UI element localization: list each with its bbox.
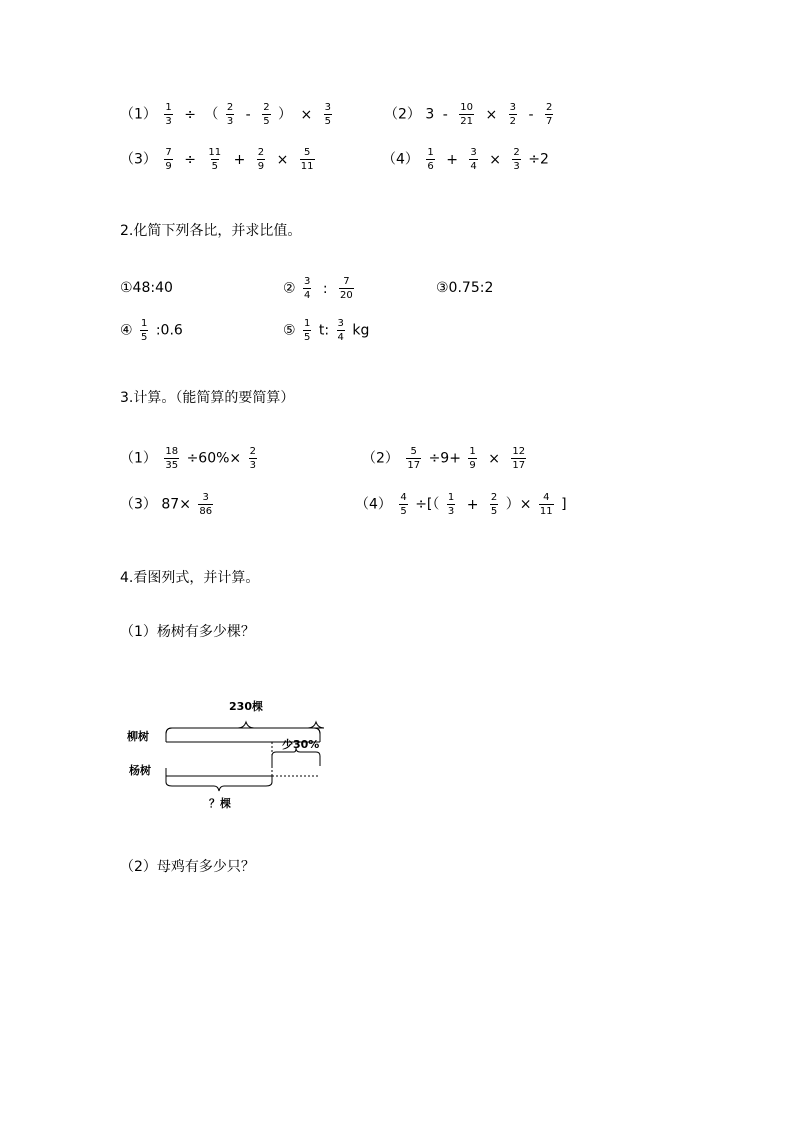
fraction: $\frac{1}{3}$	[165, 102, 172, 127]
expression-2: （2） 3 - $\frac{10}{21}$ × $\frac{3}{2}$ - $\frac{2}{7}$	[384, 102, 553, 127]
sub-question-2: （2）母鸡有多少只？	[120, 859, 255, 875]
fraction: $\frac{1}{5}$	[304, 318, 311, 343]
fraction: $\frac{2}{5}$	[263, 102, 270, 127]
fraction: $\frac{12}{17}$	[512, 446, 526, 471]
fraction: $\frac{2}{3}$	[513, 147, 520, 172]
question-3-heading: 3.计算。（能简算的要简算）	[120, 390, 295, 406]
fraction: $\frac{3}{2}$	[509, 102, 517, 127]
ratio-5: ⑤ $\frac{1}{5}$ t: $\frac{3}{4}$ kg	[283, 318, 370, 343]
calc-4: （4） $\frac{4}{5}$ ÷[（ $\frac{1}{3}$ + $\frac{2}{5}$ ）× $\frac{4}{11}$ ]	[355, 492, 567, 517]
total-label: 230棵	[229, 700, 263, 713]
unknown-brace	[166, 776, 272, 791]
ratio-4: ④ $\frac{1}{5}$ :0.6	[120, 318, 183, 343]
fraction: $\frac{2}{3}$	[249, 446, 256, 471]
fraction: $\frac{3}{4}$	[470, 147, 477, 172]
fraction: $\frac{3}{4}$	[304, 276, 311, 301]
ratio-2: ② $\frac{3}{4}$ : $\frac{7}{20}$	[283, 276, 353, 301]
fraction: $\frac{4}{5}$	[400, 492, 407, 517]
fraction: $\frac{2}{5}$	[490, 492, 498, 517]
sub-question-1: （1）杨树有多少棵？	[120, 624, 255, 640]
ratio-3: ③0.75:2	[436, 280, 494, 296]
fraction: $\frac{1}{5}$	[141, 318, 148, 343]
fraction: $\frac{2}{9}$	[257, 147, 265, 172]
fraction: $\frac{11}{5}$	[208, 147, 222, 172]
fraction: $\frac{3}{5}$	[324, 102, 332, 127]
fraction: $\frac{1}{3}$	[447, 492, 455, 517]
fraction: $\frac{2}{7}$	[545, 102, 553, 127]
expression-4: （4） $\frac{1}{6}$ + $\frac{3}{4}$ × $\frac{2}{3}$ ÷2	[382, 147, 549, 172]
question-2-heading: 2.化简下列各比，并求比值。	[120, 223, 302, 239]
question-4-heading: 4.看图列式，并计算。	[120, 570, 260, 586]
less-label: 少30%	[282, 738, 320, 751]
fraction: $\frac{10}{21}$	[460, 102, 473, 127]
fraction: $\frac{3}{86}$	[199, 492, 213, 517]
calc-1: （1） $\frac{18}{35}$ ÷60%× $\frac{2}{3}$	[120, 446, 256, 471]
willow-label: 柳树	[127, 730, 149, 743]
fraction: $\frac{7}{20}$	[340, 276, 353, 301]
fraction: $\frac{4}{11}$	[539, 492, 553, 517]
fraction: $\frac{7}{9}$	[165, 147, 172, 172]
fraction: $\frac{18}{35}$	[165, 446, 179, 471]
fraction: $\frac{1}{6}$	[427, 147, 434, 172]
tree-line-diagram	[110, 690, 350, 820]
calc-2: （2） $\frac{5}{17}$ ÷9+ $\frac{1}{9}$ × $\frac{12}{17}$	[362, 446, 526, 471]
fraction: $\frac{2}{3}$	[226, 102, 234, 127]
fraction: $\frac{5}{11}$	[300, 147, 314, 172]
expression-1: （1） $\frac{1}{3}$ ÷ （ $\frac{2}{3}$ - $\frac{2}{5}$ ） × $\frac{3}{5}$	[120, 102, 332, 127]
poplar-label: 杨树	[129, 764, 151, 777]
ratio-1: ①48:40	[120, 280, 173, 296]
calc-3: （3） 87× $\frac{3}{86}$	[120, 492, 213, 517]
fraction: $\frac{3}{4}$	[337, 318, 344, 343]
fraction: $\frac{5}{17}$	[407, 446, 421, 471]
unknown-label: ？棵	[209, 797, 231, 810]
expression-3: （3） $\frac{7}{9}$ ÷ $\frac{11}{5}$ + $\frac{2}{9}$ × $\frac{5}{11}$	[120, 147, 314, 172]
fraction: $\frac{1}{9}$	[469, 446, 476, 471]
